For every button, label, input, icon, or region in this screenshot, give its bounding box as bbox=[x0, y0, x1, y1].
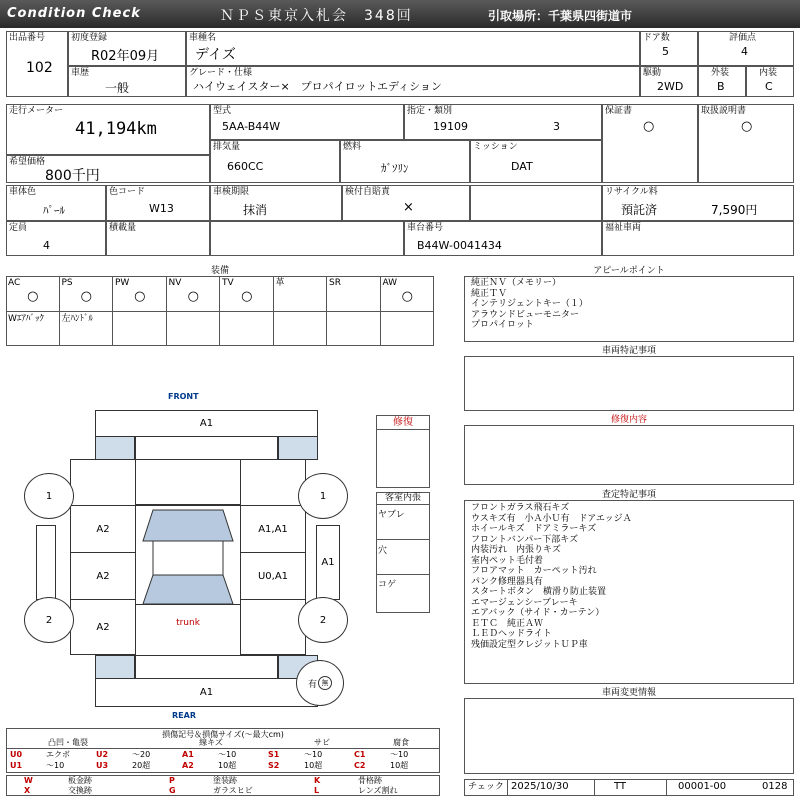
inspection-notes-lines bbox=[471, 503, 632, 650]
inspection-note-line: エマージェンシーブレーキ bbox=[471, 597, 578, 608]
right-fender bbox=[240, 459, 306, 506]
windshield-roof-drawing bbox=[135, 505, 241, 605]
legend-divider bbox=[6, 748, 440, 749]
legend-code: C1 bbox=[354, 750, 366, 759]
equipment-extra: Wｴｱﾊﾞｯｸ bbox=[8, 314, 44, 324]
footer-number: 0128 bbox=[762, 781, 788, 792]
left-side-skirt bbox=[36, 525, 56, 600]
mission: DAT bbox=[511, 160, 533, 173]
front-right-corner bbox=[278, 436, 318, 460]
title-left: Condition Check bbox=[7, 6, 141, 21]
appeal-line: 純正ＴＶ bbox=[471, 288, 508, 299]
left-rear-door: A2 bbox=[70, 552, 136, 600]
displacement: 660CC bbox=[227, 160, 264, 173]
inspection-note-line: 室内ペット毛付着 bbox=[471, 555, 544, 566]
equipment-label: PW bbox=[115, 278, 130, 288]
rear-left-corner bbox=[95, 655, 135, 679]
equipment-cell bbox=[6, 312, 60, 346]
legend-code: C2 bbox=[354, 761, 366, 770]
special-notes-title: 車両特記事項 bbox=[464, 346, 794, 357]
lot-no: 102 bbox=[26, 60, 53, 76]
mark-desc: レンズ割れ bbox=[358, 786, 398, 795]
legend-code: A1 bbox=[182, 750, 194, 759]
rear-label: REAR bbox=[172, 711, 196, 720]
appeal-line: 純正ＮＶ（メモリー） bbox=[471, 278, 562, 288]
equipment-mark: ○ bbox=[27, 289, 39, 304]
grade: ハイウェイスター× プロパイロットエディション bbox=[193, 80, 442, 93]
mark-code: W bbox=[24, 776, 33, 785]
legend-title: 損傷記号＆損傷サイズ(〜最大cm) bbox=[162, 730, 284, 739]
doors-cell: ドア数 5 bbox=[640, 31, 698, 66]
chassis: B44W-0041434 bbox=[417, 239, 502, 252]
car-name: デイズ bbox=[195, 47, 236, 63]
mark-desc: 交換跡 bbox=[68, 786, 92, 795]
inspection-note-line: フロアマット カーペット汚れ bbox=[471, 566, 597, 576]
mark-code: L bbox=[314, 786, 320, 795]
interior-divider-2 bbox=[376, 574, 430, 575]
equipment-cell bbox=[274, 277, 328, 312]
equipment-cell bbox=[60, 312, 114, 346]
tire-front-right: 1 bbox=[298, 473, 348, 519]
load-cell: 積載量 bbox=[106, 221, 210, 256]
inspection-note-line: フロントガラス飛石キズ bbox=[471, 503, 570, 513]
first-reg-cell: 初度登録 R02年09月 bbox=[68, 31, 186, 66]
legend-desc: エクボ bbox=[46, 750, 70, 759]
equipment-label: NV bbox=[168, 278, 182, 288]
right-rear-quarter bbox=[240, 599, 306, 655]
inspection-note-line: フロントバンパー下部キズ bbox=[471, 534, 579, 545]
first-reg: R02年09月 bbox=[91, 49, 160, 64]
equipment-cell bbox=[6, 277, 60, 312]
legend-desc: 〜20 bbox=[132, 750, 151, 759]
equipment-cell bbox=[220, 277, 274, 312]
spare-tire: 有 無 bbox=[296, 660, 344, 706]
check-label: チェック bbox=[464, 779, 508, 796]
interior-item-hole: 穴 bbox=[378, 546, 388, 556]
legend-desc: 10超 bbox=[390, 761, 409, 770]
insurance-cell: 検付自賠責 × bbox=[342, 185, 470, 221]
equipment-extra: 左ﾊﾝﾄﾞﾙ bbox=[61, 314, 94, 324]
checker: TT bbox=[614, 781, 627, 792]
legend-code: S1 bbox=[268, 750, 280, 759]
appeal-lines bbox=[471, 278, 588, 331]
footer-divider-1 bbox=[594, 779, 595, 796]
color-code-cell: 色コード W13 bbox=[106, 185, 210, 221]
legend-desc: 10超 bbox=[218, 761, 237, 770]
lot-no-cell: 出品番号 102 bbox=[6, 31, 68, 97]
legend-group: 腐食 bbox=[393, 738, 409, 747]
inspection-note-line: スタートボタン 横滑り防止装置 bbox=[471, 587, 607, 597]
inspection-note-line: 内装汚れ 内張りキズ bbox=[471, 545, 561, 555]
equipment-mark: ○ bbox=[134, 289, 146, 304]
legend-code: U0 bbox=[10, 750, 23, 759]
equipment-cell bbox=[167, 312, 221, 346]
title-center: ＮＰＳ東京入札会 348回 bbox=[220, 8, 413, 24]
price: 800千円 bbox=[45, 168, 100, 184]
appeal-line: プロパイロット bbox=[471, 320, 534, 330]
fuel: ｶﾞｿﾘﾝ bbox=[381, 162, 409, 175]
front-bumper: A1 bbox=[95, 410, 318, 437]
inspection-note-line: ＥＴＣ 純正ＡＷ bbox=[471, 618, 544, 629]
equipment-mark: ○ bbox=[401, 289, 413, 304]
interior: C bbox=[765, 80, 773, 93]
legend-code: U2 bbox=[96, 750, 109, 759]
mark-code: K bbox=[314, 776, 321, 785]
inspection-note-line: ウスキズ有 小Ａ小Ｕ有 ドアエッジＡ bbox=[471, 513, 632, 524]
mark-desc: ガラスヒビ bbox=[213, 786, 253, 795]
rear-panel bbox=[135, 655, 278, 679]
change-info-title: 車両変更情報 bbox=[464, 688, 794, 699]
trunk-area: trunk bbox=[135, 604, 241, 656]
category: 3 bbox=[553, 120, 560, 133]
pickup-location: 引取場所：千葉県四街道市 bbox=[488, 9, 633, 23]
grade-cell: グレード・仕様 ハイウェイスター× プロパイロットエディション bbox=[186, 66, 640, 97]
equipment-cell bbox=[274, 312, 328, 346]
tire-rear-left: 2 bbox=[24, 597, 74, 643]
color-cell: 車体色 ﾊﾟｰﾙ bbox=[6, 185, 106, 221]
blank-cell-b bbox=[210, 221, 404, 256]
equipment-cell bbox=[60, 277, 114, 312]
insurance: × bbox=[403, 200, 414, 215]
interior-item-tear: ヤブレ bbox=[378, 510, 405, 520]
equipment-label: AW bbox=[382, 278, 398, 288]
color-code: W13 bbox=[149, 202, 174, 215]
equipment-label: AC bbox=[8, 278, 21, 288]
capacity-cell: 定員 4 bbox=[6, 221, 106, 256]
drive-cell: 駆動 2WD bbox=[640, 66, 698, 97]
interior-divider-1 bbox=[376, 539, 430, 540]
front-label: FRONT bbox=[168, 392, 199, 401]
equipment-title: 装備 bbox=[6, 266, 434, 277]
repair-title: 修復 bbox=[376, 415, 430, 430]
welfare-cell: 福祉車両 bbox=[602, 221, 794, 256]
legend-desc: 〜10 bbox=[390, 750, 409, 759]
inspection: 抹消 bbox=[243, 203, 268, 217]
mark-desc: 骨格跡 bbox=[358, 776, 382, 785]
exterior-cell: 外装 B bbox=[698, 66, 746, 97]
mission-cell: ミッション DAT bbox=[470, 140, 602, 183]
recycle-status: 預託済 bbox=[621, 203, 658, 217]
right-rear-door: U0,A1 bbox=[240, 552, 306, 600]
equipment-mark: ○ bbox=[187, 289, 199, 304]
blank-cell-a bbox=[470, 185, 602, 221]
mileage-cell: 走行メーター 41,194km bbox=[6, 104, 210, 155]
marks-body bbox=[6, 775, 440, 796]
exterior: B bbox=[717, 80, 725, 93]
color: ﾊﾟｰﾙ bbox=[43, 204, 65, 217]
spare-none-icon: 無 bbox=[318, 676, 332, 690]
inspection-note-line: ＬＥＤヘッドライト bbox=[471, 629, 552, 639]
history: 一般 bbox=[105, 81, 130, 95]
equipment-label: TV bbox=[222, 278, 234, 288]
repair-details-title: 修復内容 bbox=[464, 415, 794, 426]
mileage: 41,194km bbox=[75, 119, 157, 139]
inspection-cell: 車検期限 抹消 bbox=[210, 185, 342, 221]
legend-body bbox=[6, 738, 440, 773]
mark-code: X bbox=[24, 786, 31, 795]
recycle-fee: 7,590円 bbox=[711, 203, 758, 217]
mark-code: G bbox=[169, 786, 176, 795]
doors: 5 bbox=[662, 45, 669, 58]
designation-cell: 指定・類別 19109 3 bbox=[404, 104, 602, 140]
footer-code: 00001-00 bbox=[678, 781, 727, 792]
equipment-label: SR bbox=[329, 278, 341, 288]
legend-desc: 〜10 bbox=[304, 750, 323, 759]
legend-group: 線キズ bbox=[199, 738, 223, 747]
equipment-cell bbox=[327, 312, 381, 346]
equipment-cell bbox=[113, 277, 167, 312]
legend-code: S2 bbox=[268, 761, 280, 770]
check-date: 2025/10/30 bbox=[511, 781, 569, 792]
manual-cell: 取扱説明書 ○ bbox=[698, 104, 794, 183]
equipment-label: 革 bbox=[275, 278, 285, 288]
mark-desc: 塗装跡 bbox=[213, 776, 237, 785]
equipment-cell bbox=[327, 277, 381, 312]
change-info-panel bbox=[464, 688, 794, 774]
left-fender bbox=[70, 459, 136, 506]
inspection-notes-title: 査定特記事項 bbox=[464, 490, 794, 501]
inspection-note-line: エアバック（サイド・カーテン） bbox=[471, 608, 605, 618]
left-rear-quarter: A2 bbox=[70, 599, 136, 655]
legend-desc: 10超 bbox=[304, 761, 323, 770]
left-front-door: A2 bbox=[70, 505, 136, 553]
car-name-cell: 車種名 デイズ bbox=[186, 31, 640, 66]
price-cell: 希望価格 800千円 bbox=[6, 155, 210, 183]
rear-bumper: A1 bbox=[95, 678, 318, 707]
history-cell: 車歴 一般 bbox=[68, 66, 186, 97]
right-side-skirt: A1 bbox=[316, 525, 340, 600]
legend-desc: 〜10 bbox=[218, 750, 237, 759]
interior-title: 客室内張 bbox=[376, 492, 430, 505]
appeal-title: アピールポイント bbox=[464, 266, 794, 277]
mark-code: P bbox=[169, 776, 175, 785]
chassis-cell: 車台番号 B44W-0041434 bbox=[404, 221, 602, 256]
inspection-note-line: パンク修理器具有 bbox=[471, 576, 543, 587]
model-cell: 型式 5AA-B44W bbox=[210, 104, 404, 140]
legend-code: U1 bbox=[10, 761, 23, 770]
tire-rear-right: 2 bbox=[298, 597, 348, 643]
equipment-label: PS bbox=[61, 278, 73, 288]
inspection-note-line: ホイールキズ ドアミラーキズ bbox=[471, 524, 597, 534]
footer-divider-2 bbox=[666, 779, 667, 796]
equipment-mark: ○ bbox=[80, 289, 92, 304]
capacity: 4 bbox=[43, 239, 50, 252]
legend-code: U3 bbox=[96, 761, 109, 770]
score-cell: 評価点 4 bbox=[698, 31, 794, 66]
legend-desc: 〜10 bbox=[46, 761, 65, 770]
warranty-cell: 保証書 ○ bbox=[602, 104, 698, 183]
equipment-cell bbox=[381, 277, 435, 312]
equipment-cell bbox=[113, 312, 167, 346]
right-front-door: A1,A1 bbox=[240, 505, 306, 553]
mark-desc: 板金跡 bbox=[68, 776, 92, 785]
warranty-mark: ○ bbox=[643, 119, 655, 134]
legend-group: サビ bbox=[314, 738, 330, 747]
recycle-cell: リサイクル料 預託済 7,590円 bbox=[602, 185, 794, 221]
legend-desc: 20超 bbox=[132, 761, 151, 770]
tire-front-left: 1 bbox=[24, 473, 74, 519]
appeal-line: インテリジェントキー（１） bbox=[471, 299, 588, 309]
appeal-line: アラウンドビューモニター bbox=[471, 309, 580, 320]
equipment-cell bbox=[167, 277, 221, 312]
legend-code: A2 bbox=[182, 761, 194, 770]
grade-score: 4 bbox=[741, 45, 748, 58]
interior-cell: 内装 C bbox=[746, 66, 794, 97]
legend-group: 凸凹・亀裂 bbox=[48, 738, 88, 747]
designation: 19109 bbox=[433, 120, 468, 133]
fuel-cell: 燃料 ｶﾞｿﾘﾝ bbox=[340, 140, 470, 183]
equipment-cell bbox=[381, 312, 435, 346]
front-left-corner bbox=[95, 436, 135, 460]
inspection-note-line: 残価設定型クレジットＵＰ車 bbox=[471, 639, 588, 650]
interior-item-burn: コゲ bbox=[378, 580, 397, 590]
hood bbox=[135, 436, 278, 460]
equipment-cell bbox=[220, 312, 274, 346]
equipment-grid bbox=[6, 277, 434, 346]
manual-mark: ○ bbox=[741, 119, 753, 134]
model: 5AA-B44W bbox=[222, 120, 281, 133]
equipment-mark: ○ bbox=[241, 289, 253, 304]
drive: 2WD bbox=[657, 80, 684, 93]
displacement-cell: 排気量 660CC bbox=[210, 140, 340, 183]
